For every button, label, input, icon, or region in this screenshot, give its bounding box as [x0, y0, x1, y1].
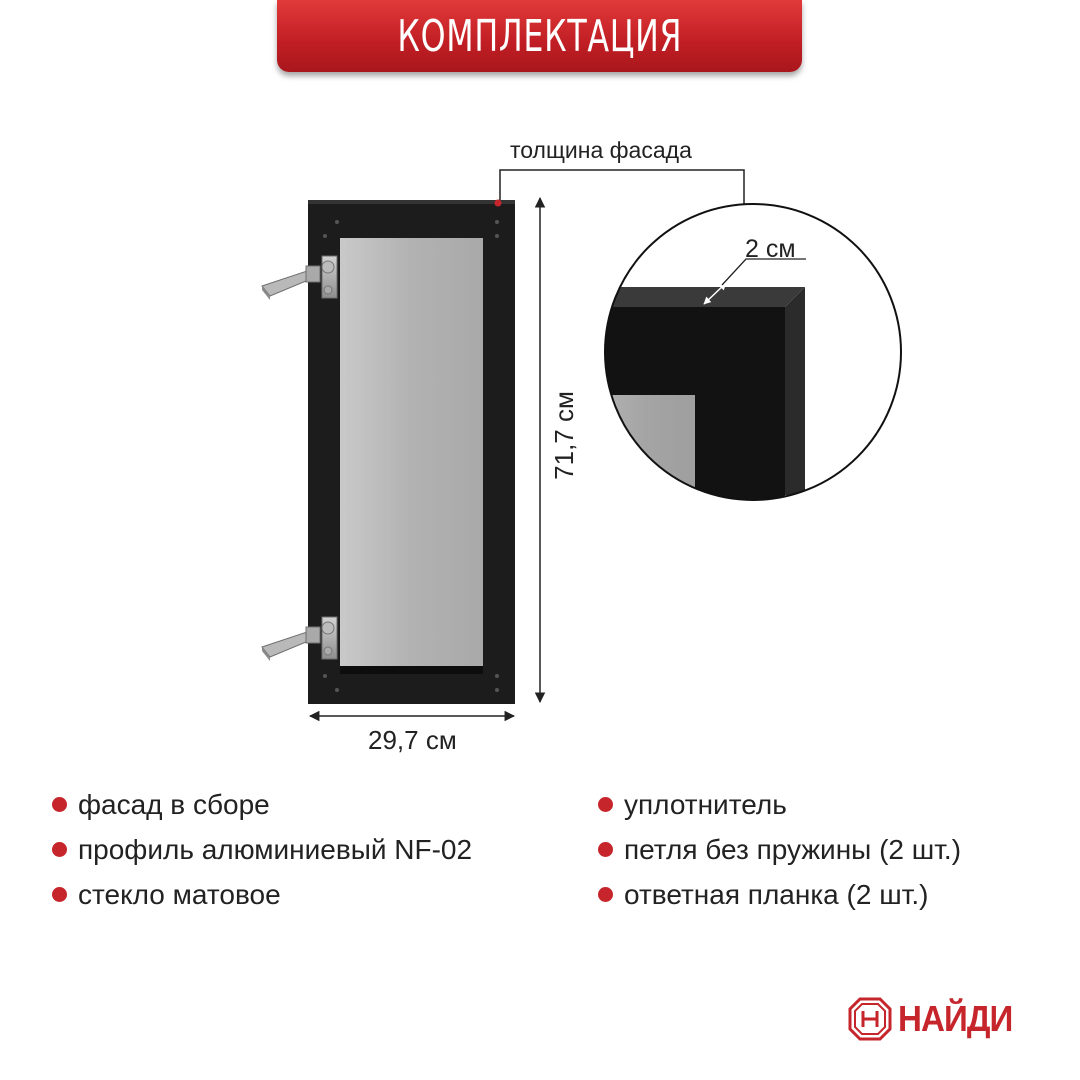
hinge-top-icon — [262, 256, 337, 300]
list-item-label: профиль алюминиевый NF-02 — [78, 834, 473, 865]
list-item — [598, 827, 961, 872]
list-item-label: фасад в сборе — [78, 789, 270, 820]
logo-mark-icon — [848, 997, 892, 1041]
thickness-leader-line — [500, 170, 744, 212]
thickness-label: толщина фасада — [510, 137, 692, 163]
bullet-icon — [598, 887, 613, 902]
height-label: 71,7 см — [548, 391, 579, 480]
list-item-label: петля без пружины (2 шт.) — [624, 834, 962, 865]
bullet-icon — [52, 797, 67, 812]
bullet-icon — [598, 842, 613, 857]
bullet-icon — [598, 797, 613, 812]
list-item — [52, 827, 472, 872]
list-item — [598, 782, 961, 827]
list-item-label: стекло матовое — [78, 879, 281, 910]
logo-name: НАЙДИ — [898, 998, 1013, 1039]
banner-title: КОМПЛЕКТАЦИЯ — [397, 10, 682, 62]
bullet-icon — [52, 842, 67, 857]
bullet-icon — [52, 887, 67, 902]
list-item — [52, 782, 472, 827]
features-left-list — [52, 782, 472, 917]
door-facade — [308, 200, 515, 705]
list-item-label: уплотнитель — [624, 789, 787, 820]
thickness-marker — [495, 200, 502, 207]
width-label: 29,7 см — [368, 725, 457, 755]
hinge-bottom-icon — [262, 617, 337, 661]
list-item — [52, 872, 472, 917]
features-right-list — [598, 782, 961, 917]
thickness-value: 2 см — [745, 235, 796, 263]
brand-logo — [848, 997, 1022, 1041]
list-item — [598, 872, 961, 917]
list-item-label: ответная планка (2 шт.) — [624, 879, 929, 910]
frosted-glass — [340, 238, 483, 666]
